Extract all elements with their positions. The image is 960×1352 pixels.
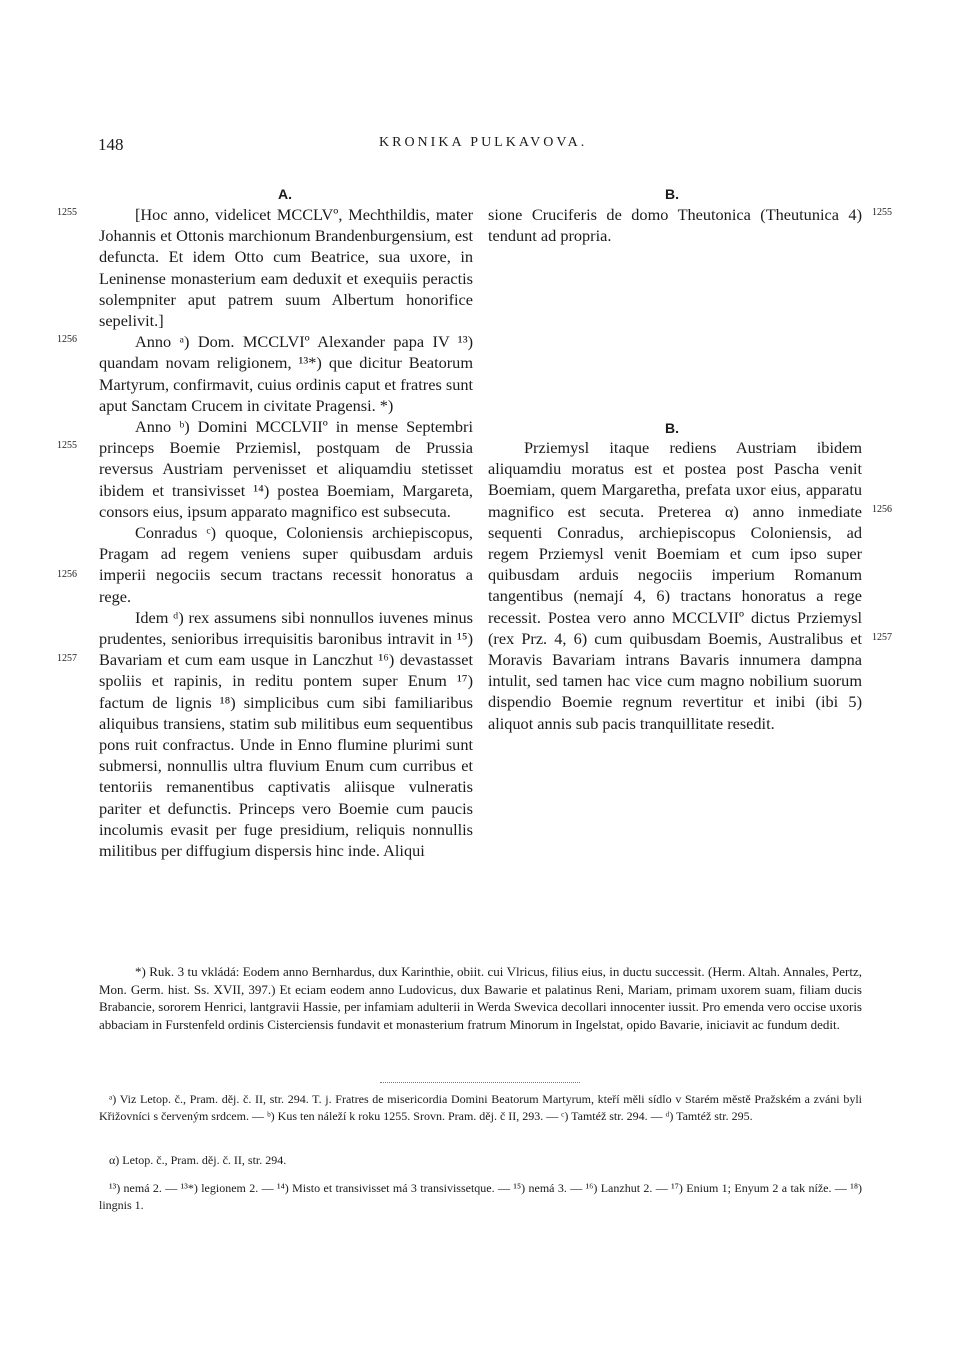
column-b-main-text [488, 437, 862, 734]
column-a-heading: A. [278, 186, 292, 202]
letter-footnotes [99, 1091, 862, 1125]
paragraph: Idem ᵈ) rex assumens sibi nonnullos iuvenes minus prudentes, senioribus irrequisitis baronibus intravit in ¹⁵) Bavariam et cum eam usque in Lanczhut ¹⁶) devastasset spoliis et rapinis, in reditu pontem super Enum ¹⁷) factum de lignis ¹⁸) simplicibus cum sibi familiaribus aliquibus transiens, statim sub militibus eum sequentibus pons ruit confractus. Unde in Enno flumine plurimi sunt submersi, nonnullis ultra fluvium Enum cum curribus et tentoriis remanentibus captivatis aliisque vulneratis pariter et defunctis. Princeps vero Boemie cum paucis incolumis evasit per fuge presidium, reliquis nonnullis militibus per diffugium dispersis hinc inde. Aliqui [99, 607, 473, 861]
paragraph: [Hoc anno, videlicet MCCLVº, Mechthildis, mater Johannis et Ottonis marchionum Brandenburgensium, est defuncta. Et idem Otto cum Beatrice, sua uxore, in Leninense monasterium eam deduxit et exequiis peractis solempniter aput patrem suum Albertum honorifice sepelivit.] [99, 205, 473, 331]
footnote-text: ¹³) nemá 2. — ¹³*) legionem 2. — ¹⁴) Misto et transivisset má 3 transivissetque. — ¹⁵) nemá 3. — ¹⁶) Lanzhut 2. — ¹⁷) Enium 1; Enyum 2 a tak níže. — ¹⁸) lingnis 1. [99, 1181, 862, 1212]
paragraph: sione Cruciferis de domo Theutonica (Theutunica 4) tendunt ad propria. [488, 205, 862, 246]
paragraph: Conradus ᶜ) quoque, Coloniensis archiepiscopus, Pragam ad regem veniens super quibusdam arduis imperii negociis secum tractans recessit honoratus a rege. [99, 523, 473, 606]
star-footnote [99, 963, 862, 1033]
margin-year: 1257 [57, 653, 77, 664]
column-b-top-text [488, 204, 862, 246]
footnote-text: α) Letop. č., Pram. děj. č. II, str. 294. [109, 1153, 287, 1167]
margin-year: 1255 [57, 207, 77, 218]
footnote-text: *) Ruk. 3 tu vkládá: Eodem anno Bernhardus, dux Karinthie, obiit. cui Vlricus, filius eius, in ductu successit. (Herm. Altah. Annales, Pertz, Mon. Germ. hist. Ss. XVII, 397.) Et eciam eodem anno Ludovicus, dux Bawarie et palatinus Reni, Mariam, primam uxorem suam, filiam ducis Brabancie, sororem Henrici, lantgravii Hassie, per infamiam adulterii in Werda Swevica decollari innocenter iussit. Pro emenda vero occise uxoris abbaciam in Furstenfeld ordinis Cisterciensis fundavit et monasterium fratrum Minorum in Ingelstat, opido Bavarie, iniciavit ac fundum dedit. [99, 964, 862, 1032]
column-a-text [99, 204, 473, 861]
column-b-heading: B. [665, 420, 679, 436]
variant-footnotes [99, 1180, 862, 1214]
margin-year: 1255 [57, 440, 77, 451]
margin-year: 1255 [872, 207, 892, 218]
paragraph: Anno ᵇ) Domini MCCLVIIº in mense Septembri princeps Boemie Prziemisl, postquam de Prussia reversus Austriam pervenisset et aliquamdiu stetisset ibidem et transivisset ¹⁴) postea Boemiam, Margareta, consors eius, ipsum apparato magnifico est subsecuta. [99, 417, 473, 521]
footnote-divider [380, 1082, 580, 1083]
footnote-text: ᵃ) Viz Letop. č., Pram. děj. č. II, str. 294. T. j. Fratres de misericordia Domini Beatorum Martyrum, kteří měli sídlo v Starém městě Pražském a zváni byli Křižovníci s červeným srdcem. — ᵇ) Kus ten náleží k roku 1255. Srovn. Pram. děj. č II, 293. — ᶜ) Tamtéž str. 294. — ᵈ) Tamtéž str. 295. [99, 1092, 862, 1123]
alpha-footnote [99, 1152, 862, 1169]
margin-year: 1256 [57, 334, 77, 345]
paragraph: Prziemysl itaque rediens Austriam ibidem aliquamdiu moratus est et postea post Pascha venit Boemiam, quem Margaretha, prefata uxor eius, apparatu magnifico est secuta. Preterea α) anno inmediate sequenti Conradus, archiepiscopus Coloniensis, ad regem Prziemysl venit Boemiam et cum ipso super quibusdam arduis negociis imperium Romanum tangentibus (nemají 4, 6) tractans honoratus a rege recessit. Postea vero anno MCCLVIIº dictus Prziemysl (rex Prz. 4, 6) cum quibusdam Boemis, Australibus et Moravis Bavariam intrans Bavaris innumera dampna intulit, sed tamen hac vice cum magno nobilium suorum dispendio Boemie regnum revertitur et inibi (ibi 5) aliquot annis sub pacis tranquillitate resedit. [488, 438, 862, 733]
paragraph: Anno ᵃ) Dom. MCCLVIº Alexander papa IV ¹³) quandam novam religionem, ¹³*) que dicitur Beatorum Martyrum, confirmavit, cuius ordinis caput et fratres sunt aput Sanctam Crucem in civitate Pragensi. *) [99, 332, 473, 415]
running-title: KRONIKA PULKAVOVA. [379, 135, 588, 150]
margin-year: 1256 [872, 504, 892, 515]
page-number: 148 [98, 135, 124, 154]
column-b-heading: B. [665, 186, 679, 202]
margin-year: 1256 [57, 569, 77, 580]
margin-year: 1257 [872, 632, 892, 643]
